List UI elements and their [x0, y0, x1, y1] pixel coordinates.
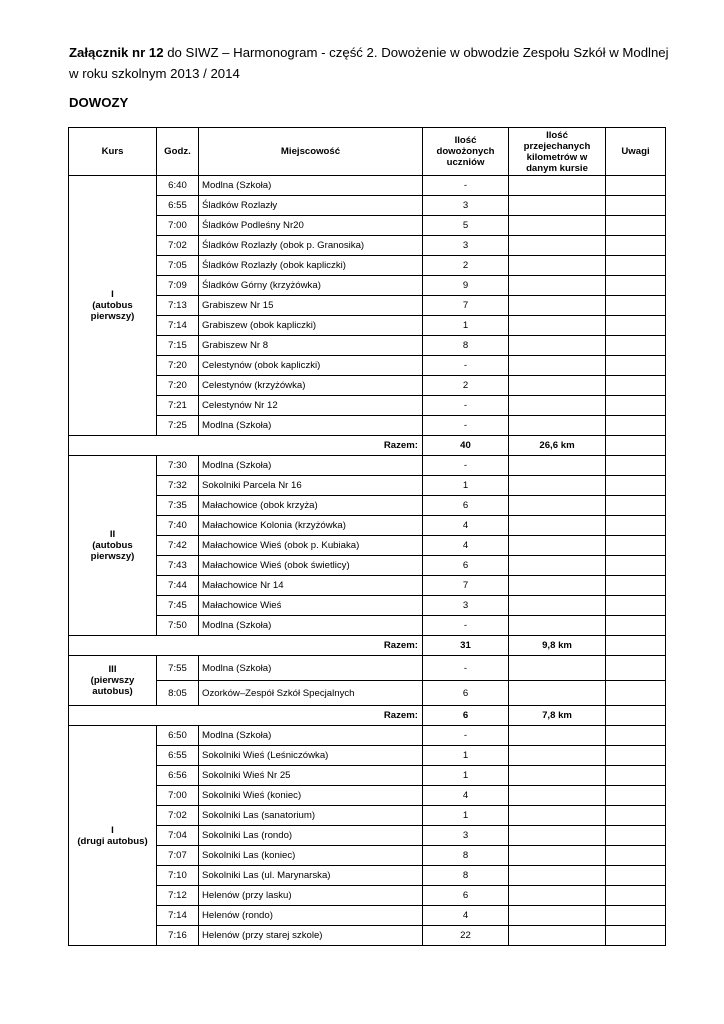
- col-header-km: Ilość przejechanych kilometrów w danym kursie: [509, 128, 606, 176]
- notes-cell: [606, 476, 666, 496]
- students-cell: 1: [423, 766, 509, 786]
- time-cell: 7:04: [157, 826, 199, 846]
- schedule-table: [68, 127, 666, 946]
- place-cell: Śladków Górny (krzyżówka): [199, 276, 423, 296]
- total-students: 6: [423, 706, 509, 726]
- table-row: [69, 726, 666, 746]
- total-notes: [606, 636, 666, 656]
- kurs-label-line: II: [109, 529, 116, 540]
- km-cell: [509, 926, 606, 946]
- place-cell: Modlna (Szkoła): [199, 176, 423, 196]
- table-row: [69, 236, 666, 256]
- notes-cell: [606, 846, 666, 866]
- time-cell: 7:40: [157, 516, 199, 536]
- time-cell: 7:13: [157, 296, 199, 316]
- students-cell: 9: [423, 276, 509, 296]
- table-row: [69, 746, 666, 766]
- km-cell: [509, 376, 606, 396]
- table-row: [69, 516, 666, 536]
- students-cell: -: [423, 176, 509, 196]
- students-cell: 8: [423, 846, 509, 866]
- students-cell: -: [423, 616, 509, 636]
- time-cell: 7:30: [157, 456, 199, 476]
- notes-cell: [606, 496, 666, 516]
- km-cell: [509, 806, 606, 826]
- place-cell: Celestynów (obok kapliczki): [199, 356, 423, 376]
- time-cell: 7:44: [157, 576, 199, 596]
- time-cell: 7:21: [157, 396, 199, 416]
- notes-cell: [606, 576, 666, 596]
- km-cell: [509, 296, 606, 316]
- place-cell: Sokolniki Las (rondo): [199, 826, 423, 846]
- total-notes: [606, 706, 666, 726]
- time-cell: 7:55: [157, 656, 199, 681]
- km-cell: [509, 316, 606, 336]
- notes-cell: [606, 416, 666, 436]
- time-cell: 6:56: [157, 766, 199, 786]
- table-row: [69, 196, 666, 216]
- table-row: [69, 356, 666, 376]
- notes-cell: [606, 336, 666, 356]
- km-cell: [509, 596, 606, 616]
- notes-cell: [606, 296, 666, 316]
- total-km: 7,8 km: [509, 706, 606, 726]
- students-cell: 7: [423, 296, 509, 316]
- notes-cell: [606, 356, 666, 376]
- table-row: [69, 556, 666, 576]
- kurs-cell: [69, 176, 157, 436]
- place-cell: Sokolniki Wieś (Leśniczówka): [199, 746, 423, 766]
- table-row: [69, 576, 666, 596]
- notes-cell: [606, 276, 666, 296]
- notes-cell: [606, 176, 666, 196]
- notes-cell: [606, 926, 666, 946]
- col-header-students: Ilość dowożonych uczniów: [423, 128, 509, 176]
- table-row: [69, 926, 666, 946]
- kurs-label-line: (autobus: [92, 300, 133, 311]
- km-cell: [509, 536, 606, 556]
- col-header-time: Godz.: [157, 128, 199, 176]
- km-cell: [509, 356, 606, 376]
- table-row: [69, 176, 666, 196]
- table-row: [69, 886, 666, 906]
- table-row: [69, 476, 666, 496]
- table-row: [69, 906, 666, 926]
- time-cell: 7:16: [157, 926, 199, 946]
- place-cell: Celestynów Nr 12: [199, 396, 423, 416]
- place-cell: Małachowice Wieś (obok p. Kubiaka): [199, 536, 423, 556]
- table-row: [69, 396, 666, 416]
- table-row: [69, 456, 666, 476]
- km-cell: [509, 826, 606, 846]
- place-cell: Śladków Podleśny Nr20: [199, 216, 423, 236]
- time-cell: 7:35: [157, 496, 199, 516]
- place-cell: Helenów (przy starej szkole): [199, 926, 423, 946]
- place-cell: Grabiszew (obok kapliczki): [199, 316, 423, 336]
- place-cell: Małachowice Wieś (obok świetlicy): [199, 556, 423, 576]
- document-header: [69, 42, 669, 84]
- students-cell: 8: [423, 336, 509, 356]
- place-cell: Sokolniki Wieś Nr 25: [199, 766, 423, 786]
- students-cell: 1: [423, 316, 509, 336]
- col-header-place: Miejscowość: [199, 128, 423, 176]
- kurs-label-line: (autobus: [92, 540, 133, 551]
- students-cell: 4: [423, 516, 509, 536]
- kurs-label-line: (drugi autobus): [77, 835, 148, 847]
- km-cell: [509, 216, 606, 236]
- place-cell: Sokolniki Las (sanatorium): [199, 806, 423, 826]
- total-km: 26,6 km: [509, 436, 606, 456]
- time-cell: 7:12: [157, 886, 199, 906]
- kurs-cell: [69, 726, 157, 946]
- km-cell: [509, 256, 606, 276]
- col-header-kurs: Kurs: [69, 128, 157, 176]
- time-cell: 6:50: [157, 726, 199, 746]
- table-row: [69, 846, 666, 866]
- notes-cell: [606, 556, 666, 576]
- table-row: [69, 616, 666, 636]
- place-cell: Grabiszew Nr 15: [199, 296, 423, 316]
- time-cell: 7:25: [157, 416, 199, 436]
- place-cell: Śladków Rozlazły (obok p. Granosika): [199, 236, 423, 256]
- total-row: [69, 706, 666, 726]
- km-cell: [509, 726, 606, 746]
- notes-cell: [606, 886, 666, 906]
- table-row: [69, 496, 666, 516]
- notes-cell: [606, 256, 666, 276]
- table-row: [69, 806, 666, 826]
- total-students: 40: [423, 436, 509, 456]
- time-cell: 7:09: [157, 276, 199, 296]
- km-cell: [509, 866, 606, 886]
- time-cell: 7:50: [157, 616, 199, 636]
- students-cell: 2: [423, 376, 509, 396]
- notes-cell: [606, 596, 666, 616]
- total-students: 31: [423, 636, 509, 656]
- table-header-row: [69, 128, 666, 176]
- time-cell: 7:20: [157, 376, 199, 396]
- km-cell: [509, 456, 606, 476]
- kurs-label-line: (pierwszy: [90, 675, 135, 686]
- notes-cell: [606, 746, 666, 766]
- table-row: [69, 416, 666, 436]
- kurs-label-line: pierwszy): [90, 551, 135, 562]
- students-cell: 22: [423, 926, 509, 946]
- place-cell: Sokolniki Wieś (koniec): [199, 786, 423, 806]
- time-cell: 7:14: [157, 906, 199, 926]
- total-label: Razem:: [69, 436, 423, 456]
- students-cell: 3: [423, 826, 509, 846]
- total-notes: [606, 436, 666, 456]
- km-cell: [509, 616, 606, 636]
- table-row: [69, 216, 666, 236]
- notes-cell: [606, 376, 666, 396]
- place-cell: Celestynów (krzyżówka): [199, 376, 423, 396]
- time-cell: 7:20: [157, 356, 199, 376]
- kurs-cell: [69, 456, 157, 636]
- students-cell: 3: [423, 596, 509, 616]
- km-cell: [509, 236, 606, 256]
- kurs-label-line: III: [108, 664, 117, 675]
- place-cell: Małachowice Kolonia (krzyżówka): [199, 516, 423, 536]
- time-cell: 7:05: [157, 256, 199, 276]
- notes-cell: [606, 236, 666, 256]
- table-row: [69, 826, 666, 846]
- total-label: Razem:: [69, 706, 423, 726]
- km-cell: [509, 766, 606, 786]
- place-cell: Grabiszew Nr 8: [199, 336, 423, 356]
- time-cell: 7:02: [157, 236, 199, 256]
- kurs-label-line: autobus): [92, 686, 133, 697]
- table-row: [69, 866, 666, 886]
- students-cell: -: [423, 656, 509, 681]
- km-cell: [509, 476, 606, 496]
- total-km: 9,8 km: [509, 636, 606, 656]
- students-cell: 5: [423, 216, 509, 236]
- table-row: [69, 336, 666, 356]
- place-cell: Sokolniki Parcela Nr 16: [199, 476, 423, 496]
- place-cell: Ozorków–Zespół Szkół Specjalnych: [199, 681, 423, 706]
- notes-cell: [606, 456, 666, 476]
- col-header-notes: Uwagi: [606, 128, 666, 176]
- km-cell: [509, 416, 606, 436]
- place-cell: Małachowice (obok krzyża): [199, 496, 423, 516]
- table-row: [69, 316, 666, 336]
- place-cell: Modlna (Szkoła): [199, 726, 423, 746]
- notes-cell: [606, 216, 666, 236]
- table-row: [69, 786, 666, 806]
- km-cell: [509, 496, 606, 516]
- time-cell: 7:14: [157, 316, 199, 336]
- place-cell: Śladków Rozlazły (obok kapliczki): [199, 256, 423, 276]
- place-cell: Małachowice Wieś: [199, 596, 423, 616]
- km-cell: [509, 786, 606, 806]
- table-body: [69, 176, 666, 946]
- students-cell: 3: [423, 236, 509, 256]
- time-cell: 7:43: [157, 556, 199, 576]
- time-cell: 7:02: [157, 806, 199, 826]
- students-cell: -: [423, 396, 509, 416]
- km-cell: [509, 396, 606, 416]
- time-cell: 6:55: [157, 746, 199, 766]
- students-cell: 4: [423, 536, 509, 556]
- notes-cell: [606, 516, 666, 536]
- students-cell: -: [423, 726, 509, 746]
- notes-cell: [606, 396, 666, 416]
- table-row: [69, 656, 666, 681]
- students-cell: 4: [423, 786, 509, 806]
- notes-cell: [606, 806, 666, 826]
- km-cell: [509, 196, 606, 216]
- students-cell: -: [423, 456, 509, 476]
- km-cell: [509, 886, 606, 906]
- kurs-label-line: I: [111, 824, 114, 836]
- km-cell: [509, 516, 606, 536]
- students-cell: 8: [423, 866, 509, 886]
- students-cell: -: [423, 416, 509, 436]
- kurs-label-line: pierwszy): [90, 311, 135, 322]
- time-cell: 7:10: [157, 866, 199, 886]
- notes-cell: [606, 196, 666, 216]
- table-row: [69, 296, 666, 316]
- place-cell: Sokolniki Las (koniec): [199, 846, 423, 866]
- time-cell: 8:05: [157, 681, 199, 706]
- table-row: [69, 681, 666, 706]
- notes-cell: [606, 616, 666, 636]
- students-cell: 6: [423, 496, 509, 516]
- kurs-cell: [69, 656, 157, 706]
- time-cell: 6:55: [157, 196, 199, 216]
- time-cell: 7:00: [157, 786, 199, 806]
- km-cell: [509, 906, 606, 926]
- total-label: Razem:: [69, 636, 423, 656]
- notes-cell: [606, 826, 666, 846]
- table-row: [69, 766, 666, 786]
- time-cell: 7:42: [157, 536, 199, 556]
- students-cell: 6: [423, 681, 509, 706]
- km-cell: [509, 656, 606, 681]
- section-title: DOWOZY: [69, 95, 129, 110]
- place-cell: Modlna (Szkoła): [199, 456, 423, 476]
- students-cell: 2: [423, 256, 509, 276]
- students-cell: 1: [423, 806, 509, 826]
- notes-cell: [606, 766, 666, 786]
- students-cell: 4: [423, 906, 509, 926]
- students-cell: 6: [423, 556, 509, 576]
- place-cell: Helenów (rondo): [199, 906, 423, 926]
- time-cell: 7:15: [157, 336, 199, 356]
- students-cell: 7: [423, 576, 509, 596]
- notes-cell: [606, 681, 666, 706]
- students-cell: 1: [423, 746, 509, 766]
- place-cell: Śladków Rozlazły: [199, 196, 423, 216]
- time-cell: 7:32: [157, 476, 199, 496]
- km-cell: [509, 746, 606, 766]
- place-cell: Małachowice Nr 14: [199, 576, 423, 596]
- notes-cell: [606, 726, 666, 746]
- notes-cell: [606, 906, 666, 926]
- notes-cell: [606, 536, 666, 556]
- kurs-label-line: I: [111, 289, 114, 300]
- header-description: do SIWZ – Harmonogram - część 2. Dowożenie w obwodzie Zespołu Szkół w Modlnej w roku szkolnym 2013 / 2014: [69, 45, 669, 81]
- total-row: [69, 636, 666, 656]
- students-cell: 1: [423, 476, 509, 496]
- time-cell: 7:45: [157, 596, 199, 616]
- attachment-number: Załącznik nr 12: [69, 45, 164, 60]
- km-cell: [509, 336, 606, 356]
- time-cell: 7:00: [157, 216, 199, 236]
- notes-cell: [606, 316, 666, 336]
- place-cell: Helenów (przy lasku): [199, 886, 423, 906]
- place-cell: Modlna (Szkoła): [199, 656, 423, 681]
- km-cell: [509, 681, 606, 706]
- table-row: [69, 276, 666, 296]
- table-row: [69, 596, 666, 616]
- notes-cell: [606, 656, 666, 681]
- time-cell: 7:07: [157, 846, 199, 866]
- time-cell: 6:40: [157, 176, 199, 196]
- km-cell: [509, 556, 606, 576]
- table-row: [69, 376, 666, 396]
- students-cell: 3: [423, 196, 509, 216]
- km-cell: [509, 846, 606, 866]
- place-cell: Modlna (Szkoła): [199, 616, 423, 636]
- students-cell: 6: [423, 886, 509, 906]
- notes-cell: [606, 866, 666, 886]
- notes-cell: [606, 786, 666, 806]
- km-cell: [509, 276, 606, 296]
- place-cell: Modlna (Szkoła): [199, 416, 423, 436]
- place-cell: Sokolniki Las (ul. Marynarska): [199, 866, 423, 886]
- km-cell: [509, 176, 606, 196]
- table-row: [69, 256, 666, 276]
- table-row: [69, 536, 666, 556]
- students-cell: -: [423, 356, 509, 376]
- total-row: [69, 436, 666, 456]
- km-cell: [509, 576, 606, 596]
